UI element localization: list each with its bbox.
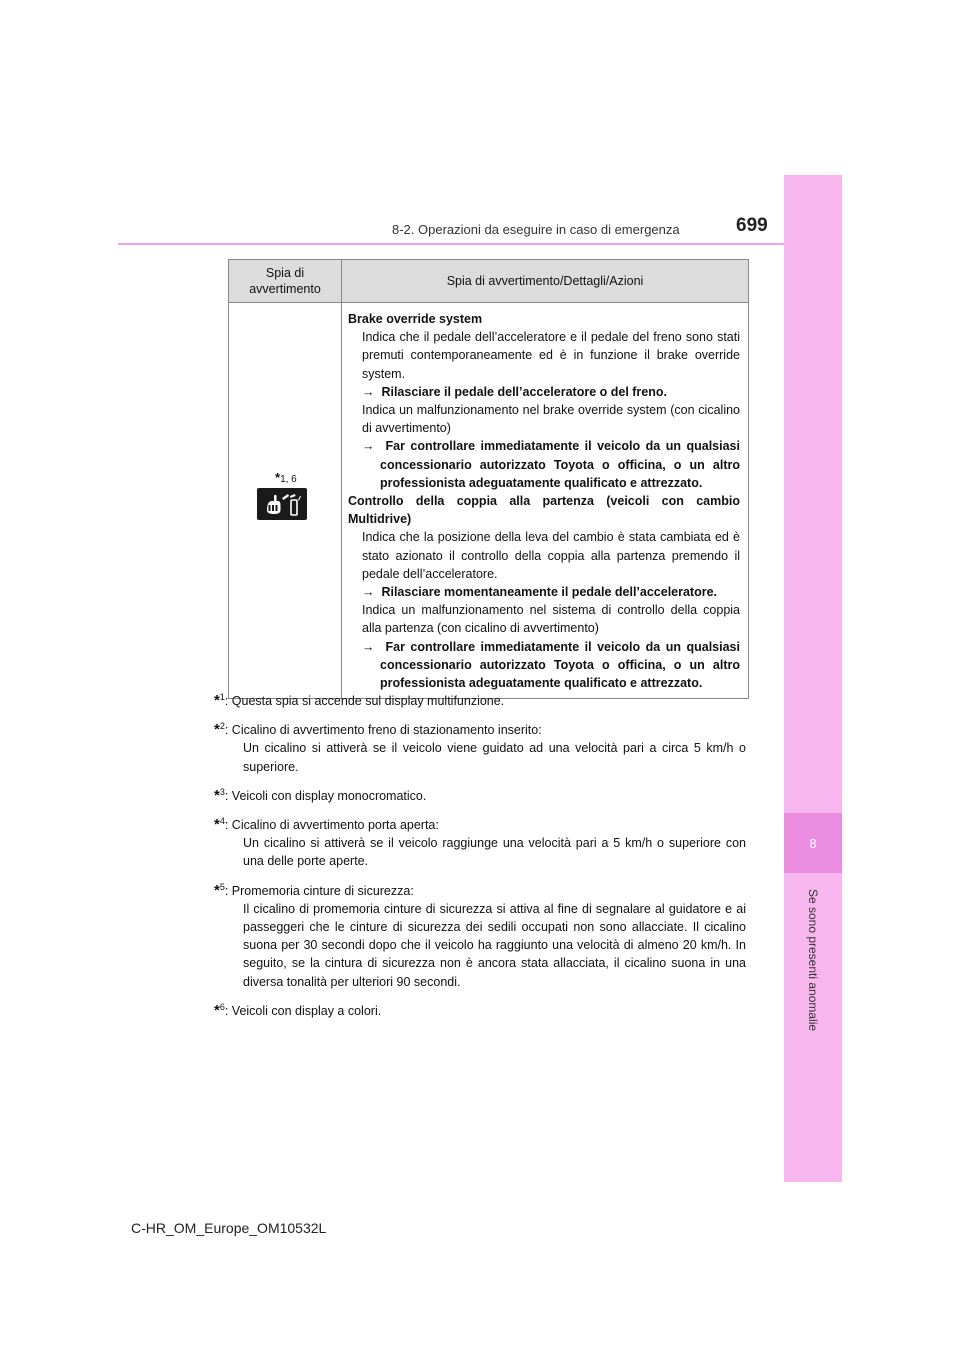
col-header-light: Spia di avvertimento: [229, 260, 342, 303]
footnote: *$^2$: Cicalino di avvertimento freno di stazionamento inserito: Un cicalino si attiverà se il veicolo viene guidato ad una velocità pari a circa 5 km/h o superiore.: [214, 721, 746, 774]
action-item: → Rilasciare momentaneamente il pedale dell’acceleratore.: [362, 585, 718, 600]
item-title: Controllo della coppia alla partenza (veicoli con cambio Multidrive): [348, 494, 740, 527]
footnote: *$^1$: Questa spia si accende sul display multifunzione.: [214, 692, 505, 709]
item-description: Indica un malfunzionamento nel sistema di controllo della coppia alla partenza (con cicalino di avvertimento): [362, 603, 740, 636]
chapter-title-vertical: [781, 880, 845, 1040]
item-description: Indica un malfunzionamento nel brake override system (con cicalino di avvertimento): [362, 403, 740, 436]
footnote: *$^3$: Veicoli con display monocromatico.: [214, 786, 427, 804]
chapter-title: Se sono presenti anomalie: [806, 888, 820, 1032]
chapter-number: 8: [809, 835, 817, 851]
chapter-number-tab: [784, 813, 842, 873]
action-item: → Far controllare immediatamente il veicolo da un qualsiasi concessionario autorizzato Toyota o officina, o un altro professionista adeguatamente qualificato e attrezzato.: [362, 639, 740, 691]
header-rule: [118, 243, 784, 245]
icon-footnote-ref: *1, 6: [275, 470, 297, 485]
action-item: → Far controllare immediatamente il veicolo da un qualsiasi concessionario autorizzato Toyota o officina, o un altro professionista adeguatamente qualificato e attrezzato.: [362, 439, 740, 490]
details-cell: [342, 303, 749, 699]
item-description: Indica che il pedale dell’acceleratore e il pedale del freno sono stati premuti contemporaneamente ed è in funzione il brake override system.: [362, 330, 740, 381]
icon-cell: [229, 303, 342, 699]
action-item: → Rilasciare il pedale dell’acceleratore o del freno.: [362, 384, 667, 399]
col-header-details: Spia di avvertimento/Dettagli/Azioni: [342, 260, 749, 303]
brake-override-warning-icon: [257, 488, 307, 520]
footnote: *$^4$: Cicalino di avvertimento porta aperta: Un cicalino si attiverà se il veicolo raggiunge una velocità pari a 5 km/h o superiore con una delle porte aperte.: [214, 816, 746, 869]
footnote: *$^5$: Promemoria cinture di sicurezza: Il cicalino di promemoria cinture di sicurezza si attiva al fine di segnalare al guidatore e ai passeggeri che le cinture di sicurezza dei sedili occupati non sono allacciate. Il cicalino suona per 30 secondi dopo che il veicolo ha raggiunto una velocità di almeno 20 km/h. In seguito, se la cintura di sicurezza non è ancora stata allacciata, il cicalino suona in una diversa tonalità per ulteriori 90 secondi.: [214, 881, 746, 989]
manual-id: C-HR_OM_Europe_OM10532L: [131, 1220, 327, 1236]
item-description: Indica che la posizione della leva del cambio è stata cambiata ed è stato azionato il controllo della coppia alla partenza premendo il pedale dell’acceleratore.: [362, 530, 740, 581]
table-header-row: [229, 260, 749, 303]
footnotes: [214, 688, 746, 1027]
section-title: 8-2. Operazioni da eseguire in caso di emergenza: [392, 222, 680, 237]
page-number: 699: [736, 215, 768, 236]
item-title: Brake override system: [348, 312, 483, 326]
table-row: [229, 303, 749, 699]
warning-lights-table: [228, 259, 749, 699]
footnote: *$^6$: Veicoli con display a colori.: [214, 1001, 382, 1019]
